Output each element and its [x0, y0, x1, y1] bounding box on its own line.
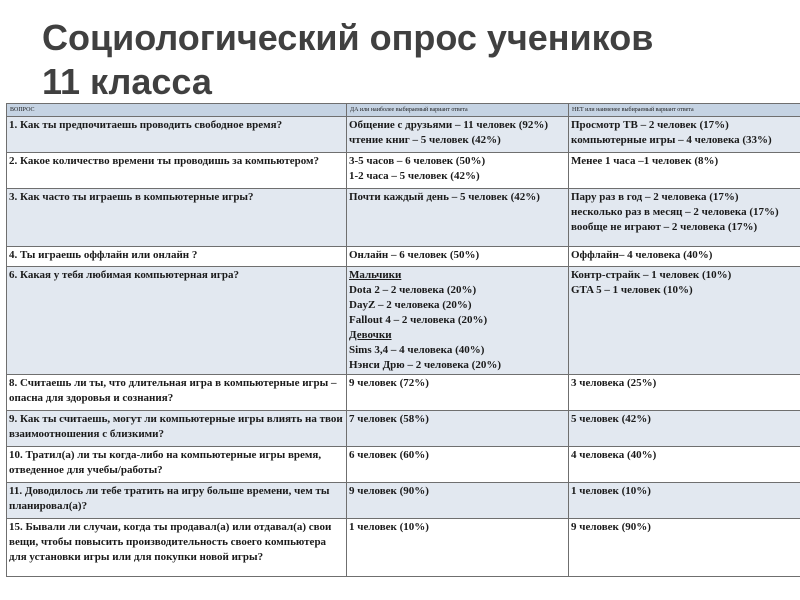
answer-line: Менее 1 часа –1 человек (8%): [571, 155, 719, 167]
table-row: [7, 519, 800, 577]
answer-line: 3 человека (25%): [571, 377, 657, 389]
yes-answer-cell: [347, 411, 569, 447]
question-cell: 6. Какая у тебя любимая компьютерная игра?: [7, 267, 347, 375]
yes-answer-cell: [347, 153, 569, 189]
answer-line: Онлайн – 6 человек (50%): [349, 249, 480, 261]
yes-answer-cell: [347, 375, 569, 411]
answer-line: чтение книг – 5 человек (42%): [349, 134, 501, 146]
answer-line: 5 человек (42%): [571, 413, 651, 425]
answer-line: компьютерные игры – 4 человека (33%): [571, 134, 772, 146]
slide-title: [42, 16, 653, 104]
table-header-row: [7, 104, 800, 117]
no-answer-cell: [569, 189, 800, 247]
answer-line: 9 человек (90%): [571, 521, 651, 533]
survey-table: [6, 103, 800, 577]
yes-answer-cell: [347, 483, 569, 519]
no-answer-cell: [569, 153, 800, 189]
yes-answer-cell: [347, 117, 569, 153]
question-cell: 4. Ты играешь оффлайн или онлайн ?: [7, 247, 347, 267]
question-cell: 1. Как ты предпочитаешь проводить свободное время?: [7, 117, 347, 153]
no-answer-cell: [569, 247, 800, 267]
answer-line: Просмотр ТВ – 2 человек (17%): [571, 119, 729, 131]
question-cell: 9. Как ты считаешь, могут ли компьютерные игры влиять на твои взаимоотношения с близкими?: [7, 411, 347, 447]
answer-line: вообще не играют – 2 человека (17%): [571, 221, 758, 233]
table-row: [7, 117, 800, 153]
table-row: [7, 483, 800, 519]
no-answer-cell: [569, 267, 800, 375]
table-row: [7, 375, 800, 411]
survey-table-container: [6, 103, 800, 577]
table-row: [7, 411, 800, 447]
answer-line: 1 человек (10%): [349, 521, 429, 533]
answer-line: 6 человек (60%): [349, 449, 429, 461]
boys-group-label: Мальчики: [349, 269, 402, 281]
answer-line: 4 человека (40%): [571, 449, 657, 461]
question-cell: 8. Считаешь ли ты, что длительная игра в компьютерные игры – опасна для здоровья и сознания?: [7, 375, 347, 411]
answer-line: Dota 2 – 2 человека (20%): [349, 284, 477, 296]
table-row: [7, 447, 800, 483]
yes-answer-cell: [347, 189, 569, 247]
header-yes: ДА или наиболее выбираемый вариант ответа: [347, 104, 569, 117]
answer-line: Контр-страйк – 1 человек (10%): [571, 269, 732, 281]
answer-line: Fallout 4 – 2 человека (20%): [349, 314, 488, 326]
header-question: ВОПРОС: [7, 104, 347, 117]
question-cell: 15. Бывали ли случаи, когда ты продавал(а) или отдавал(а) свои вещи, чтобы повысить производительность своего компьютера для установки игры или для покупки новой игры?: [7, 519, 347, 577]
answer-line: Нэнси Дрю – 2 человека (20%): [349, 359, 502, 371]
no-answer-cell: [569, 411, 800, 447]
yes-answer-cell: [347, 447, 569, 483]
answer-line: 1 человек (10%): [571, 485, 651, 497]
answer-line: 3-5 часов – 6 человек (50%): [349, 155, 486, 167]
answer-line: 1-2 часа – 5 человек (42%): [349, 170, 480, 182]
no-answer-cell: [569, 519, 800, 577]
answer-line: Оффлайн– 4 человека (40%): [571, 249, 713, 261]
no-answer-cell: [569, 447, 800, 483]
question-cell: 3. Как часто ты играешь в компьютерные игры?: [7, 189, 347, 247]
table-row: [7, 153, 800, 189]
slide-title-line-2: 11 класса: [42, 61, 212, 102]
table-row: [7, 189, 800, 247]
slide-title-line-1: Социологический опрос учеников: [42, 17, 654, 58]
answer-line: Общение с друзьями – 11 человек (92%): [349, 119, 549, 131]
answer-line: 7 человек (58%): [349, 413, 429, 425]
no-answer-cell: [569, 117, 800, 153]
no-answer-cell: [569, 483, 800, 519]
question-cell: 2. Какое количество времени ты проводишь за компьютером?: [7, 153, 347, 189]
no-answer-cell: [569, 375, 800, 411]
answer-line: GTA 5 – 1 человек (10%): [571, 284, 693, 296]
answer-line: 9 человек (72%): [349, 377, 429, 389]
question-cell: 10. Тратил(а) ли ты когда-либо на компьютерные игры время, отведенное для учебы/работы?: [7, 447, 347, 483]
header-no: НЕТ или наименее выбираемый вариант ответа: [569, 104, 800, 117]
girls-group-label: Девочки: [349, 329, 392, 341]
question-cell: 11. Доводилось ли тебе тратить на игру больше времени, чем ты планировал(а)?: [7, 483, 347, 519]
answer-line: Пару раз в год – 2 человека (17%): [571, 191, 739, 203]
answer-line: Почти каждый день – 5 человек (42%): [349, 191, 540, 203]
yes-answer-cell: [347, 519, 569, 577]
yes-answer-cell: [347, 247, 569, 267]
answer-line: несколько раз в месяц – 2 человека (17%): [571, 206, 779, 218]
answer-line: 9 человек (90%): [349, 485, 429, 497]
table-row: [7, 267, 800, 375]
table-row: [7, 247, 800, 267]
yes-answer-cell: [347, 267, 569, 375]
answer-line: Sims 3,4 – 4 человека (40%): [349, 344, 485, 356]
answer-line: DayZ – 2 человека (20%): [349, 299, 472, 311]
